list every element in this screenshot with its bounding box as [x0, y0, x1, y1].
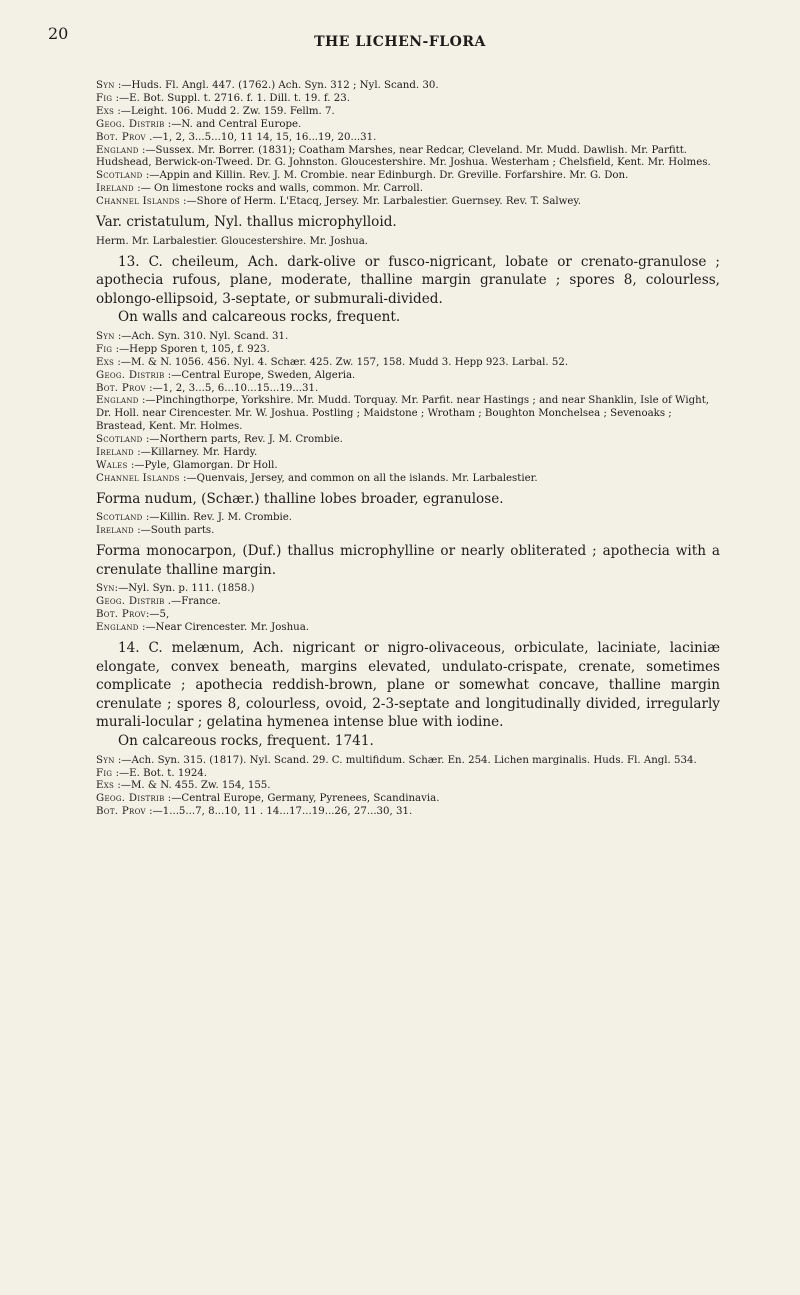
reference-label: Geog. Distrib — [96, 596, 165, 608]
reference-text: :—Appin and Killin. Rev. J. M. Crombie. near Edinburgh. Dr. Greville. Forfarshire. Mr. G. Don. — [142, 170, 629, 182]
reference-text: :—N. and Central Europe. — [164, 118, 302, 130]
description-paragraph — [96, 542, 720, 579]
description-paragraph — [96, 732, 720, 751]
reference-line — [96, 512, 720, 525]
reference-label: Fig — [96, 92, 113, 104]
reference-line — [96, 383, 720, 396]
reference-text: :—Shore of Herm. L'Etacq, Jersey. Mr. Larbalestier. Guernsey. Rev. T. Salwey. — [179, 196, 582, 208]
description-paragraph — [96, 490, 720, 509]
reference-text: :—Central Europe, Sweden, Algeria. — [164, 369, 356, 381]
running-head: THE LICHEN-FLORA — [314, 34, 486, 50]
reference-label: England — [96, 144, 139, 156]
reference-line — [96, 806, 720, 819]
reference-line — [96, 119, 720, 132]
reference-text: :—Killarney. Mr. Hardy. — [133, 447, 258, 459]
reference-text: 14. C. melænum, Ach. nigricant or nigro-olivaceous, orbiculate, laciniate, laciniæ elongate, convex beneath, margins elevated, undulato-crispate, crenate, sometimes complicate ; apothecia reddish-brown, plane or somewhat concave, thalline margin crenulate ; spores 8, colourless, ovoid, 2-3-septate and longitudinally divided, irregularly murali-locular ; gelatina hymenea intense blue with iodine. — [96, 640, 720, 731]
reference-label: Ireland — [96, 183, 134, 195]
reference-label: Scotland — [96, 512, 143, 524]
reference-text: :—Nyl. Syn. p. 111. (1858.) — [114, 583, 255, 595]
reference-label: Exs — [96, 356, 115, 368]
reference-text: On calcareous rocks, frequent. 1741. — [118, 733, 374, 749]
reference-label: Geog. Distrib — [96, 369, 165, 381]
reference-line — [96, 106, 720, 119]
reference-text: :—M. & N. 455. Zw. 154, 155. — [114, 780, 271, 792]
reference-text: :— On limestone rocks and walls, common. Mr. Carroll. — [133, 183, 423, 195]
page-number: 20 — [48, 24, 69, 43]
reference-line — [96, 395, 720, 434]
reference-line — [96, 132, 720, 145]
reference-line — [96, 596, 720, 609]
reference-text: Herm. Mr. Larbalestier. Gloucestershire. Mr. Joshua. — [96, 235, 369, 247]
reference-text: :—Pinchingthorpe, Yorkshire. Mr. Mudd. Torquay. Mr. Parfit. near Hastings ; and near Shanklin, Isle of Wight, Dr. Holl. near Cirencester. Mr. W. Joshua. Postling ; Maidstone ; Wrotham ; Boughton Monchelsea ; Sevenoaks ; Brastead, Kent. Mr. Holmes. — [96, 395, 710, 433]
reference-line — [96, 525, 720, 538]
reference-label: Scotland — [96, 170, 143, 182]
reference-label: Syn — [96, 583, 115, 595]
reference-text: :—Northern parts, Rev. J. M. Crombie. — [142, 434, 343, 446]
reference-text: :—5, — [145, 609, 170, 621]
description-paragraph — [96, 639, 720, 732]
reference-line — [96, 793, 720, 806]
description-paragraph — [96, 213, 720, 232]
reference-line — [96, 447, 720, 460]
reference-line — [96, 473, 720, 486]
page-body — [96, 80, 720, 819]
reference-line — [96, 196, 720, 209]
reference-line — [96, 344, 720, 357]
reference-label: England — [96, 622, 139, 634]
reference-label: Syn — [96, 330, 115, 342]
reference-line — [96, 622, 720, 635]
reference-text: :—Sussex. Mr. Borrer. (1831); Coatham Marshes, near Redcar, Cleveland. Mr. Mudd. Dawlish. Mr. Parfitt. Hudshead, Berwick-on-Tweed. Dr. G. Johnston. Gloucestershire. Mr. Joshua. Westerham ; Chelsfield, Kent. Mr. Holmes. — [96, 144, 711, 169]
reference-text: :—Ach. Syn. 310. Nyl. Scand. 31. — [114, 330, 289, 342]
reference-text: :—Central Europe, Germany, Pyrenees, Scandinavia. — [164, 793, 440, 805]
reference-text: :—E. Bot. t. 1924. — [112, 767, 208, 779]
reference-label: Fig — [96, 767, 113, 779]
reference-line — [96, 183, 720, 196]
reference-line — [96, 780, 720, 793]
reference-text: Forma monocarpon, (Duf.) thallus microphylline or nearly obliterated ; apothecia with a crenulate thalline margin. — [96, 543, 720, 578]
reference-line — [96, 768, 720, 781]
reference-text: 13. C. cheileum, Ach. dark-olive or fusco-nigricant, lobate or crenato-granulose ; apothecia rufous, plane, moderate, thalline margin granulate ; spores 8, colourless, oblongo-ellipsoid, 3-septate, or submurali-divided. — [96, 253, 720, 307]
reference-line — [96, 370, 720, 383]
description-paragraph — [96, 308, 720, 327]
reference-line — [96, 80, 720, 93]
reference-label: Syn — [96, 80, 115, 91]
reference-text: :—Quenvais, Jersey, and common on all the islands. Mr. Larbalestier. — [179, 472, 538, 484]
reference-text: .—1, 2, 3...5...10, 11 14, 15, 16...19, 20...31. — [145, 131, 377, 143]
reference-label: Syn — [96, 754, 115, 766]
reference-text: Var. cristatulum, Nyl. thallus microphylloid. — [96, 214, 397, 231]
reference-line — [96, 460, 720, 473]
reference-line — [96, 331, 720, 344]
reference-text: .—France. — [164, 596, 221, 608]
reference-label: Exs — [96, 105, 115, 117]
reference-text: Forma nudum, (Schær.) thalline lobes broader, egranulose. — [96, 490, 504, 507]
reference-text: :—1, 2, 3...5, 6...10...15...19...31. — [145, 382, 319, 394]
reference-label: Bot. Prov — [96, 382, 146, 394]
reference-text: :—Pyle, Glamorgan. Dr Holl. — [127, 460, 278, 471]
reference-line — [96, 236, 720, 249]
reference-text: :—1...5...7, 8...10, 11 . 14...17...19...26, 27...30, 31. — [145, 806, 413, 818]
reference-label: Ireland — [96, 447, 134, 459]
description-paragraph — [96, 253, 720, 309]
reference-label: Scotland — [96, 434, 143, 446]
reference-line — [96, 170, 720, 183]
reference-text: :—M. & N. 1056. 456. Nyl. 4. Schær. 425. Zw. 157, 158. Mudd 3. Hepp 923. Larbal. 52. — [114, 356, 569, 368]
reference-line — [96, 434, 720, 447]
reference-text: :—Near Cirencester. Mr. Joshua. — [138, 622, 310, 634]
reference-label: Wales — [96, 460, 128, 471]
reference-label: Fig — [96, 343, 113, 355]
reference-line — [96, 145, 720, 171]
reference-line — [96, 357, 720, 370]
reference-label: Channel Islands — [96, 472, 180, 484]
reference-label: Geog. Distrib — [96, 793, 165, 805]
reference-text: :—Leight. 106. Mudd 2. Zw. 159. Fellm. 7. — [114, 105, 335, 117]
reference-text: On walls and calcareous rocks, frequent. — [118, 309, 401, 326]
reference-label: Bot. Prov — [96, 806, 146, 818]
reference-line — [96, 755, 720, 768]
reference-label: Bot. Prov — [96, 131, 146, 143]
reference-label: Geog. Distrib — [96, 118, 165, 130]
reference-label: Channel Islands — [96, 196, 180, 208]
reference-line — [96, 583, 720, 596]
reference-label: England — [96, 395, 139, 407]
reference-label: Bot. Prov — [96, 609, 146, 621]
reference-line — [96, 609, 720, 622]
reference-text: :—Huds. Fl. Angl. 447. (1762.) Ach. Syn. 312 ; Nyl. Scand. 30. — [114, 80, 439, 91]
reference-line — [96, 93, 720, 106]
reference-label: Exs — [96, 780, 115, 792]
reference-text: :—E. Bot. Suppl. t. 2716. f. 1. Dill. t. 19. f. 23. — [112, 92, 350, 104]
reference-text: :—South parts. — [133, 525, 215, 537]
reference-text: :—Hepp Sporen t, 105, f. 923. — [112, 343, 270, 355]
reference-label: Ireland — [96, 525, 134, 537]
reference-text: :—Killin. Rev. J. M. Crombie. — [142, 512, 293, 524]
reference-text: :—Ach. Syn. 315. (1817). Nyl. Scand. 29. C. multifidum. Schær. En. 254. Lichen marginalis. Huds. Fl. Angl. 534. — [114, 754, 697, 766]
